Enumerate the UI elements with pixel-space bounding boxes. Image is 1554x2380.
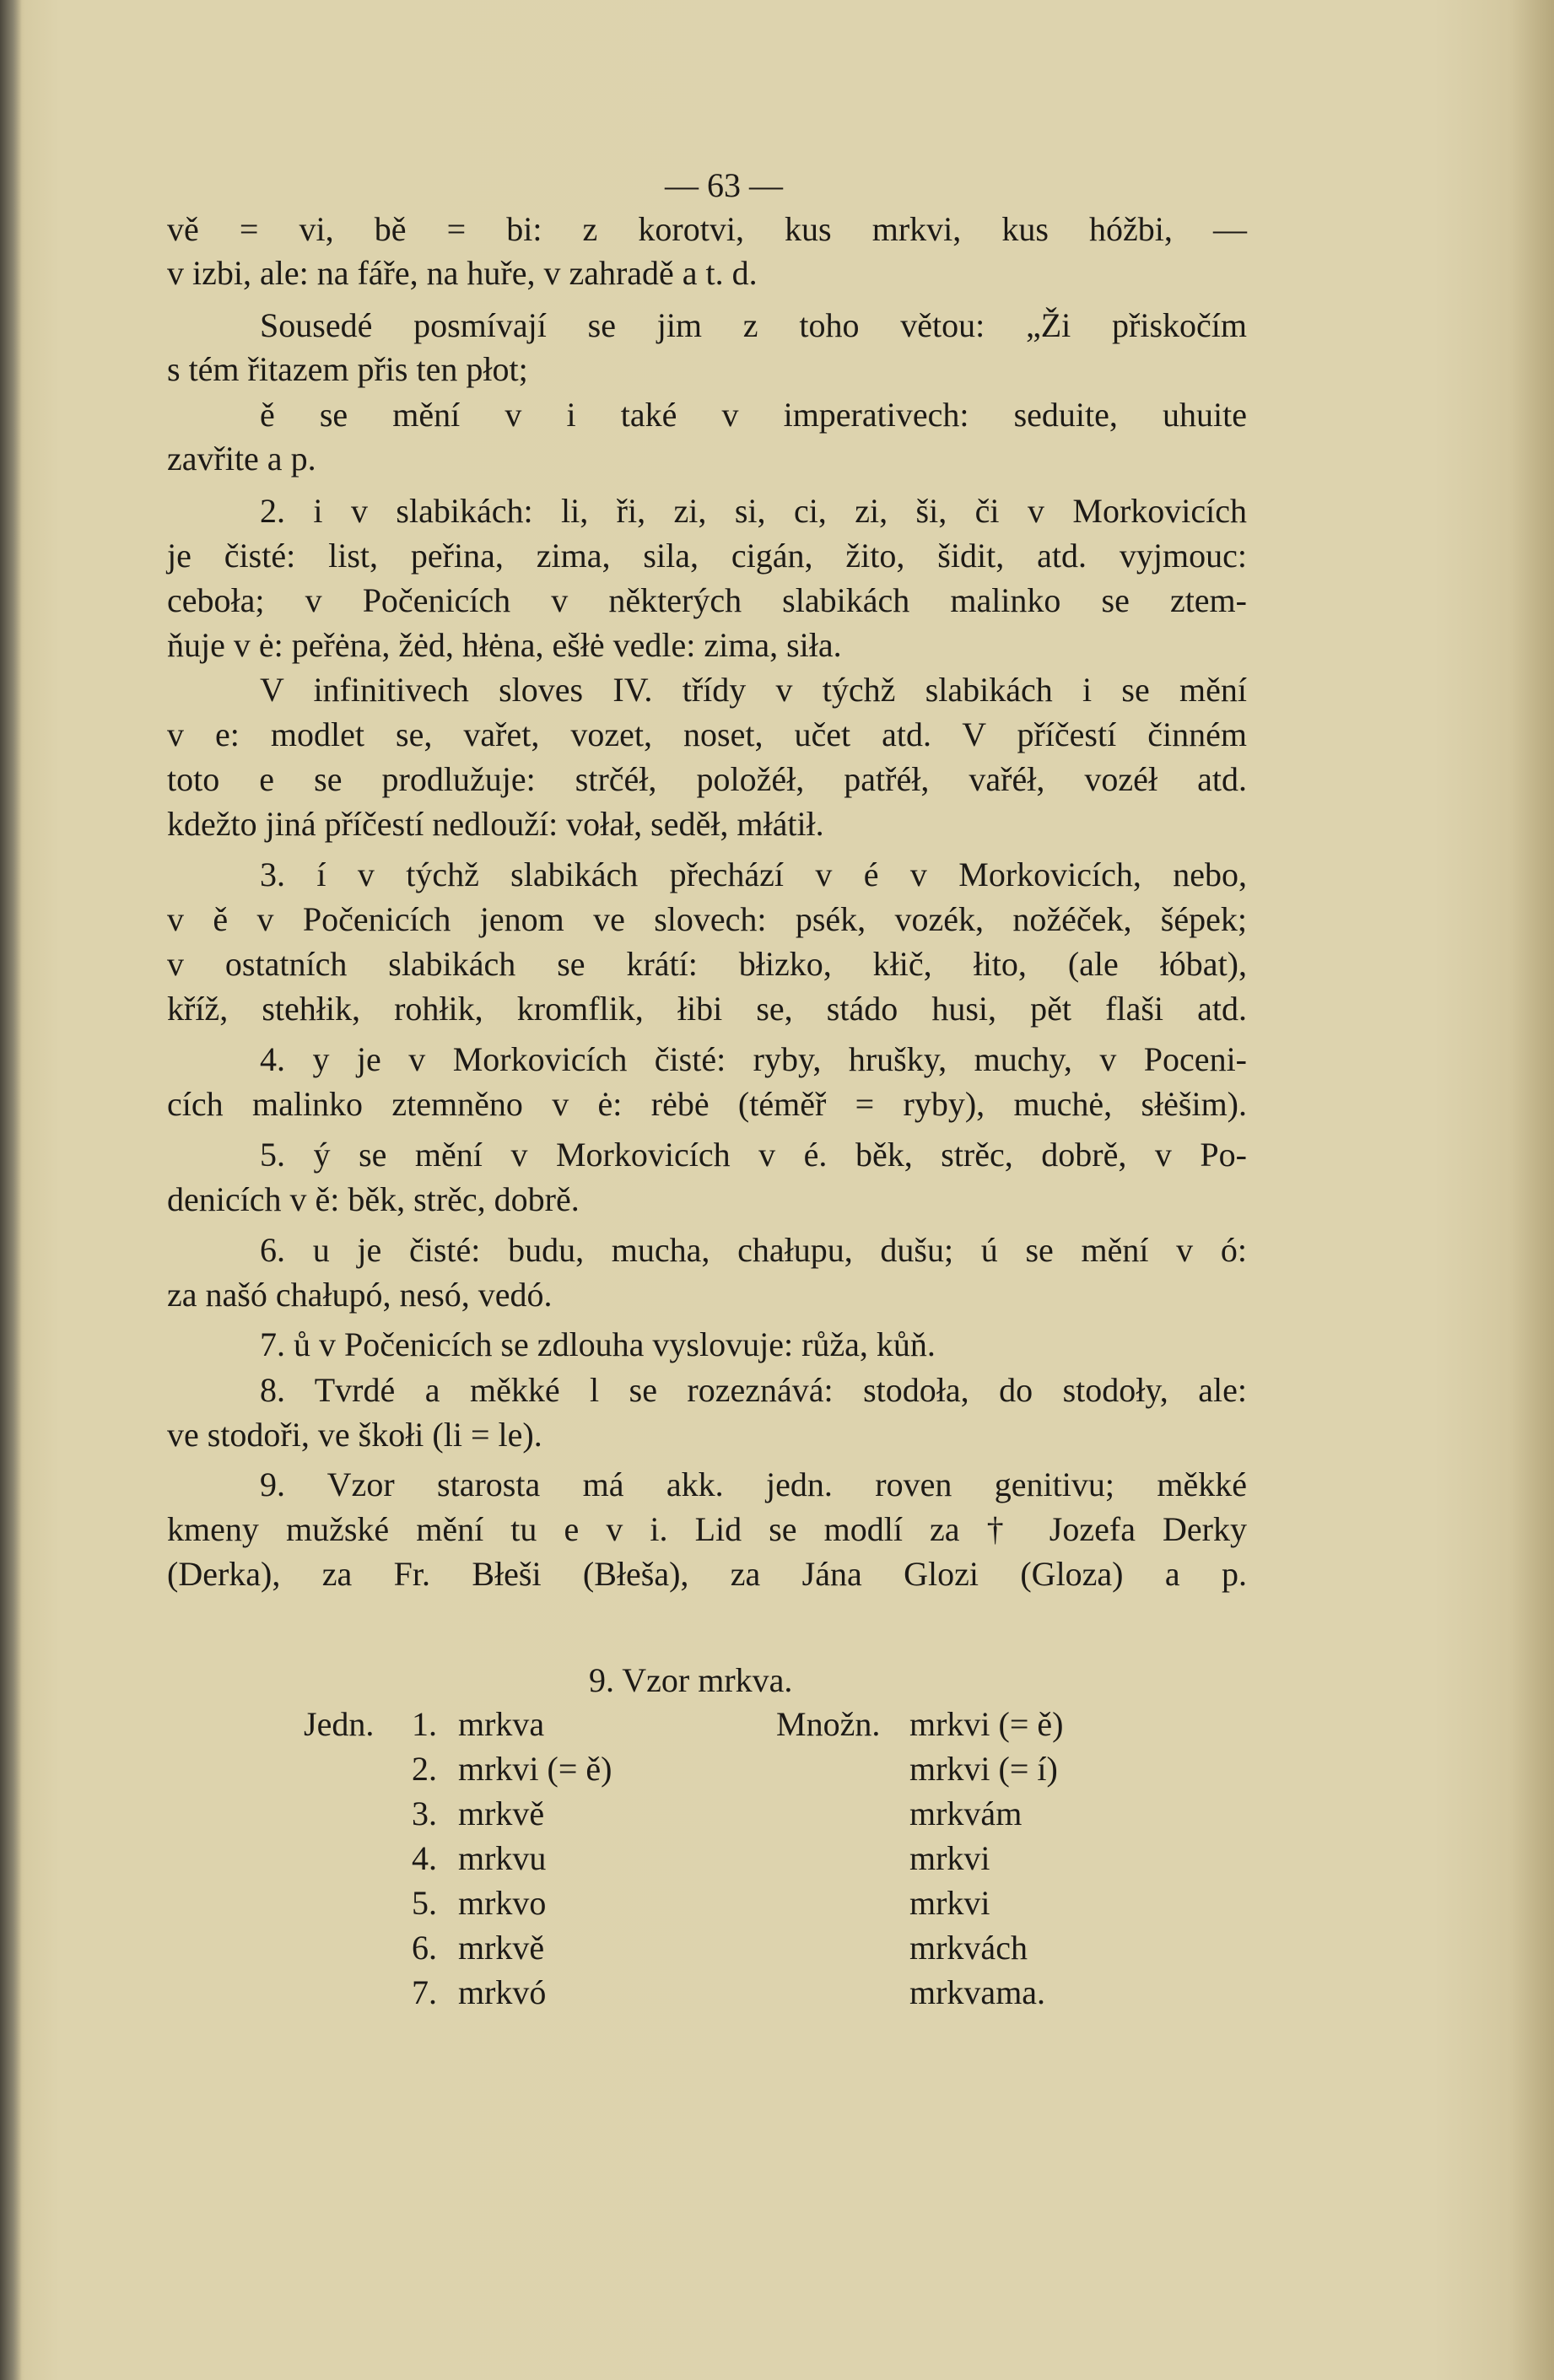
singular-label: Jedn. [304, 1705, 375, 1743]
table-singular-form: mrkvo [458, 1884, 547, 1922]
table-plural-form: mrkvám [909, 1794, 1023, 1832]
table-title: 9. Vzor mrkva. [589, 1661, 793, 1699]
table-plural-form: mrkvi (= ě) [909, 1705, 1064, 1743]
plural-label: Množn. [776, 1705, 881, 1743]
text-line: v ostatních slabikách se krátí: błizko, kłič, łito, (ale łóbat), [167, 945, 1247, 983]
table-singular-form: mrkvi (= ě) [458, 1750, 612, 1788]
table-singular-form: mrkvě [458, 1929, 545, 1967]
text-line: s tém řitazem přis ten płot; [167, 350, 528, 388]
text-line: 3. í v týchž slabikách přechází v é v Morkovicích, nebo, [260, 855, 1247, 893]
text-line: za našó chałupó, nesó, vedó. [167, 1276, 553, 1314]
text-line: kmeny mužské mění tu e v i. Lid se modlí za † Jozefa Derky [167, 1510, 1247, 1548]
table-case-number: 6. [412, 1929, 437, 1967]
table-case-number: 5. [412, 1884, 437, 1922]
table-plural-form: mrkvama. [909, 1973, 1046, 2011]
text-line: je čisté: list, peřina, zima, sila, cigán, žito, šidit, atd. vyjmouc: [167, 537, 1247, 575]
table-case-number: 4. [412, 1839, 437, 1877]
page-number: — 63 — [665, 166, 783, 204]
text-line: V infinitivech sloves IV. třídy v týchž slabikách i se mění [260, 671, 1247, 709]
text-line: 8. Tvrdé a měkké l se rozeznává: stodoła, do stodoły, ale: [260, 1371, 1247, 1409]
text-line: ě se mění v i také v imperativech: seduite, uhuite [260, 396, 1247, 434]
text-line: 4. y je v Morkovicích čisté: ryby, hrušky, muchy, v Poceni- [260, 1040, 1247, 1078]
text-line: 7. ů v Počenicích se zdlouha vyslovuje: růža, kůň. [260, 1325, 936, 1363]
table-singular-form: mrkvu [458, 1839, 547, 1877]
text-line: 2. i v slabikách: li, ři, zi, si, ci, zi, ši, či v Morkovicích [260, 492, 1247, 530]
table-singular-form: mrkva [458, 1705, 545, 1743]
text-line: ňuje v ė: peřėna, žėd, hłėna, ešłė vedle: zima, siła. [167, 626, 842, 664]
table-singular-form: mrkvě [458, 1794, 545, 1832]
text-line: 6. u je čisté: budu, mucha, chałupu, dušu; ú se mění v ó: [260, 1231, 1247, 1269]
table-plural-form: mrkvi [909, 1884, 990, 1922]
text-line: Sousedé posmívají se jim z toho větou: „Ži přiskočím [260, 306, 1247, 344]
text-line: kdežto jiná příčestí nedlouží: vołał, seděł, młátił. [167, 805, 824, 843]
text-line: toto e se prodlužuje: strčéł, položéł, patřéł, vařéł, vozéł atd. [167, 760, 1247, 798]
table-singular-form: mrkvó [458, 1973, 547, 2011]
text-line: 9. Vzor starosta má akk. jedn. roven genitivu; měkké [260, 1465, 1247, 1503]
text-line: v e: modlet se, vařet, vozet, noset, učet atd. V příčestí činném [167, 715, 1247, 753]
table-plural-form: mrkvi (= í) [909, 1750, 1058, 1788]
text-line: v izbi, ale: na fáře, na huře, v zahradě a t. d. [167, 254, 758, 292]
text-line: vě = vi, bě = bi: z korotvi, kus mrkvi, kus hóžbi, — [167, 210, 1247, 248]
text-line: 5. ý se mění v Morkovicích v é. běk, strěc, dobrě, v Po- [260, 1136, 1247, 1174]
text-line: ve stodoři, ve škołi (li = le). [167, 1416, 542, 1454]
text-line: zavřite a p. [167, 440, 316, 478]
table-case-number: 3. [412, 1794, 437, 1832]
text-line: ceboła; v Počenicích v některých slabikách malinko se ztem- [167, 581, 1247, 619]
text-line: denicích v ě: běk, strěc, dobrě. [167, 1180, 580, 1218]
text-line: cích malinko ztemněno v ė: rėbė (téměř = ryby), muchė, słėšim). [167, 1085, 1247, 1123]
text-line: v ě v Počenicích jenom ve slovech: psék, vozék, nožéček, šépek; [167, 900, 1247, 938]
table-plural-form: mrkvi [909, 1839, 990, 1877]
text-line: (Derka), za Fr. Błeši (Błeša), za Jána Glozi (Gloza) a p. [167, 1555, 1247, 1593]
text-line: kříž, stehłik, rohłik, kromflik, łibi se, stádo husi, pět flaši atd. [167, 990, 1247, 1028]
table-case-number: 7. [412, 1973, 437, 2011]
table-case-number: 2. [412, 1750, 437, 1788]
table-plural-form: mrkvách [909, 1929, 1028, 1967]
table-case-number: 1. [412, 1705, 437, 1743]
